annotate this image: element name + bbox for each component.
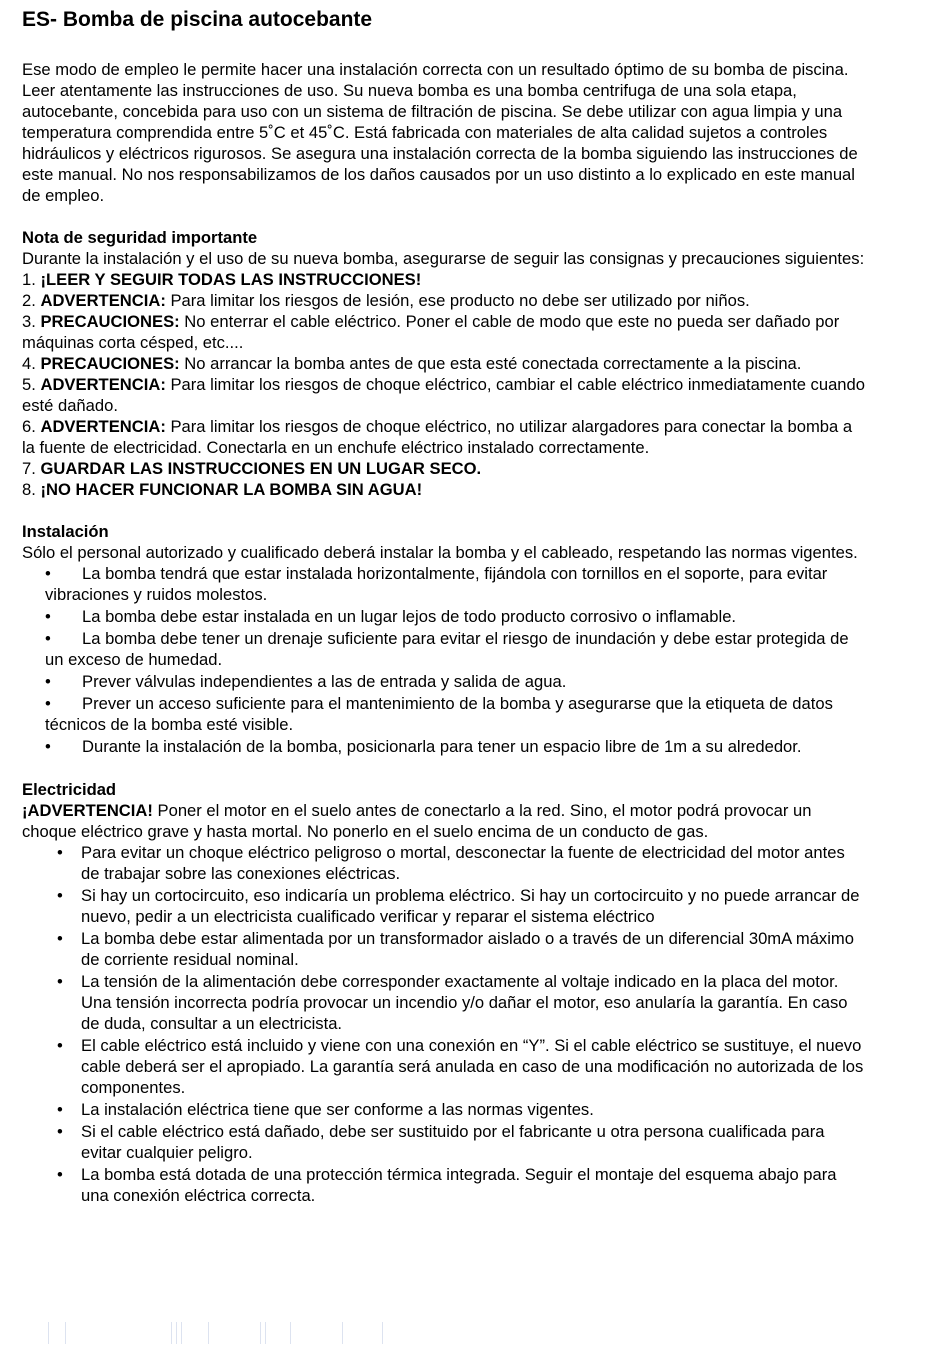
bullet-icon: • [45,629,51,648]
safety-item: 7. GUARDAR LAS INSTRUCCIONES EN UN LUGAR SECO. [22,459,482,478]
electricity-heading: Electricidad [22,780,117,799]
scan-artifact-marks [45,1322,445,1344]
bullet-icon: • [45,694,51,713]
bullet-icon: • [57,843,63,862]
list-item: • La instalación eléctrica tiene que ser conforme a las normas vigentes. [57,1100,594,1119]
installation-list [22,563,867,757]
safety-item: 6. ADVERTENCIA: Para limitar los riesgos de choque eléctrico, no utilizar alargadores para conectar la bomba a la fuente de electricidad. Conectarla en un enchufe eléctrico instalado correctamente. [22,417,853,457]
electricity-list [22,842,867,1206]
intro-paragraph: Ese modo de empleo le permite hacer una instalación correcta con un resultado óptimo de su bomba de piscina. Leer atentamente las instrucciones de uso. Su nueva bomba es una bomba centrifuga de una sola etapa, autocebante, concebida para uso con un sistema de filtración de piscina. Se debe utilizar con agua limpia y una temperatura comprendida entre 5˚C et 45˚C. Está fabricada con materiales de alta calidad sujetos a controles hidráulicos y eléctricos rigurosos. Se asegura una instalación correcta de la bomba siguiendo las instrucciones de este manual. No nos responsabilizamos de los daños causados por un uso distinto a lo explicado en este manual de empleo. [22,60,858,205]
safety-list [22,269,867,500]
list-item: • La bomba debe estar instalada en un lugar lejos de todo producto corrosivo o inflamable. [45,607,737,626]
safety-item: 3. PRECAUCIONES: No enterrar el cable eléctrico. Poner el cable de modo que este no pueda ser dañado por máquinas corta césped, etc.... [22,312,840,352]
safety-heading: Nota de seguridad importante [22,228,258,247]
list-item: • Para evitar un choque eléctrico peligroso o mortal, desconectar la fuente de electricidad del motor antes de trabajar sobre las conexiones eléctricas. [57,843,845,883]
bullet-icon: • [45,737,51,756]
bullet-icon: • [57,1100,63,1119]
bullet-icon: • [57,1122,63,1141]
document-page [22,6,867,1207]
safety-item: 5. ADVERTENCIA: Para limitar los riesgos de choque eléctrico, cambiar el cable eléctrico inmediatamente cuando esté dañado. [22,375,865,415]
bullet-icon: • [57,886,63,905]
list-item: • La bomba tendrá que estar instalada horizontalmente, fijándola con tornillos en el soporte, para evitar vibraciones y ruidos molestos. [45,564,828,604]
installation-intro: Sólo el personal autorizado y cualificado deberá instalar la bomba y el cableado, respetando las normas vigentes. [22,543,858,562]
bullet-icon: • [45,607,51,626]
list-item: • La bomba está dotada de una protección térmica integrada. Seguir el montaje del esquema abajo para una conexión eléctrica correcta. [57,1165,837,1205]
list-item: • Si el cable eléctrico está dañado, debe ser sustituido por el fabricante u otra persona cualificada para evitar cualquier peligro. [57,1122,825,1162]
bullet-icon: • [57,972,63,991]
safety-item: 4. PRECAUCIONES: No arrancar la bomba antes de que esta esté conectada correctamente a la piscina. [22,354,802,373]
list-item: • Durante la instalación de la bomba, posicionarla para tener un espacio libre de 1m a su alrededor. [45,737,802,756]
bullet-icon: • [57,1036,63,1055]
installation-heading: Instalación [22,522,109,541]
list-item: • La tensión de la alimentación debe corresponder exactamente al voltaje indicado en la placa del motor. Una tensión incorrecta podría provocar un incendio y/o dañar el motor, eso anularía la garantía. En caso de duda, consultar a un electricista. [57,972,848,1033]
list-item: • Prever válvulas independientes a las de entrada y salida de agua. [45,672,567,691]
bullet-icon: • [45,564,51,583]
electricity-warning: ¡ADVERTENCIA! Poner el motor en el suelo antes de conectarlo a la red. Sino, el motor podrá provocar un choque eléctrico grave y hasta mortal. No ponerlo en el suelo encima de un conducto de gas. [22,801,812,841]
bullet-icon: • [45,672,51,691]
safety-item: 8. ¡NO HACER FUNCIONAR LA BOMBA SIN AGUA! [22,480,423,499]
list-item: • Prever un acceso suficiente para el mantenimiento de la bomba y asegurarse que la etiqueta de datos técnicos de la bomba esté visible. [45,694,833,734]
bullet-icon: • [57,1165,63,1184]
list-item: • La bomba debe estar alimentada por un transformador aislado o a través de un diferencial 30mA máximo de corriente residual nominal. [57,929,854,969]
list-item: • El cable eléctrico está incluido y viene con una conexión en “Y”. Si el cable eléctrico se sustituye, el nuevo cable deberá ser el apropiado. La garantía será anulada en caso de una modificación no autorizada de los componentes. [57,1036,864,1097]
safety-intro: Durante la instalación y el uso de su nueva bomba, asegurarse de seguir las consignas y precauciones siguientes: [22,249,865,268]
page-title: ES- Bomba de piscina autocebante [22,8,373,31]
list-item: • Si hay un cortocircuito, eso indicaría un problema eléctrico. Si hay un cortocircuito y no puede arrancar de nuevo, pedir a un electricista cualificado verificar y reparar el sistema eléctrico [57,886,860,926]
list-item: • La bomba debe tener un drenaje suficiente para evitar el riesgo de inundación y debe estar protegida de un exceso de humedad. [45,629,849,669]
safety-item: 1. ¡LEER Y SEGUIR TODAS LAS INSTRUCCIONES! [22,270,422,289]
safety-item: 2. ADVERTENCIA: Para limitar los riesgos de lesión, ese producto no debe ser utilizado por niños. [22,291,750,310]
bullet-icon: • [57,929,63,948]
